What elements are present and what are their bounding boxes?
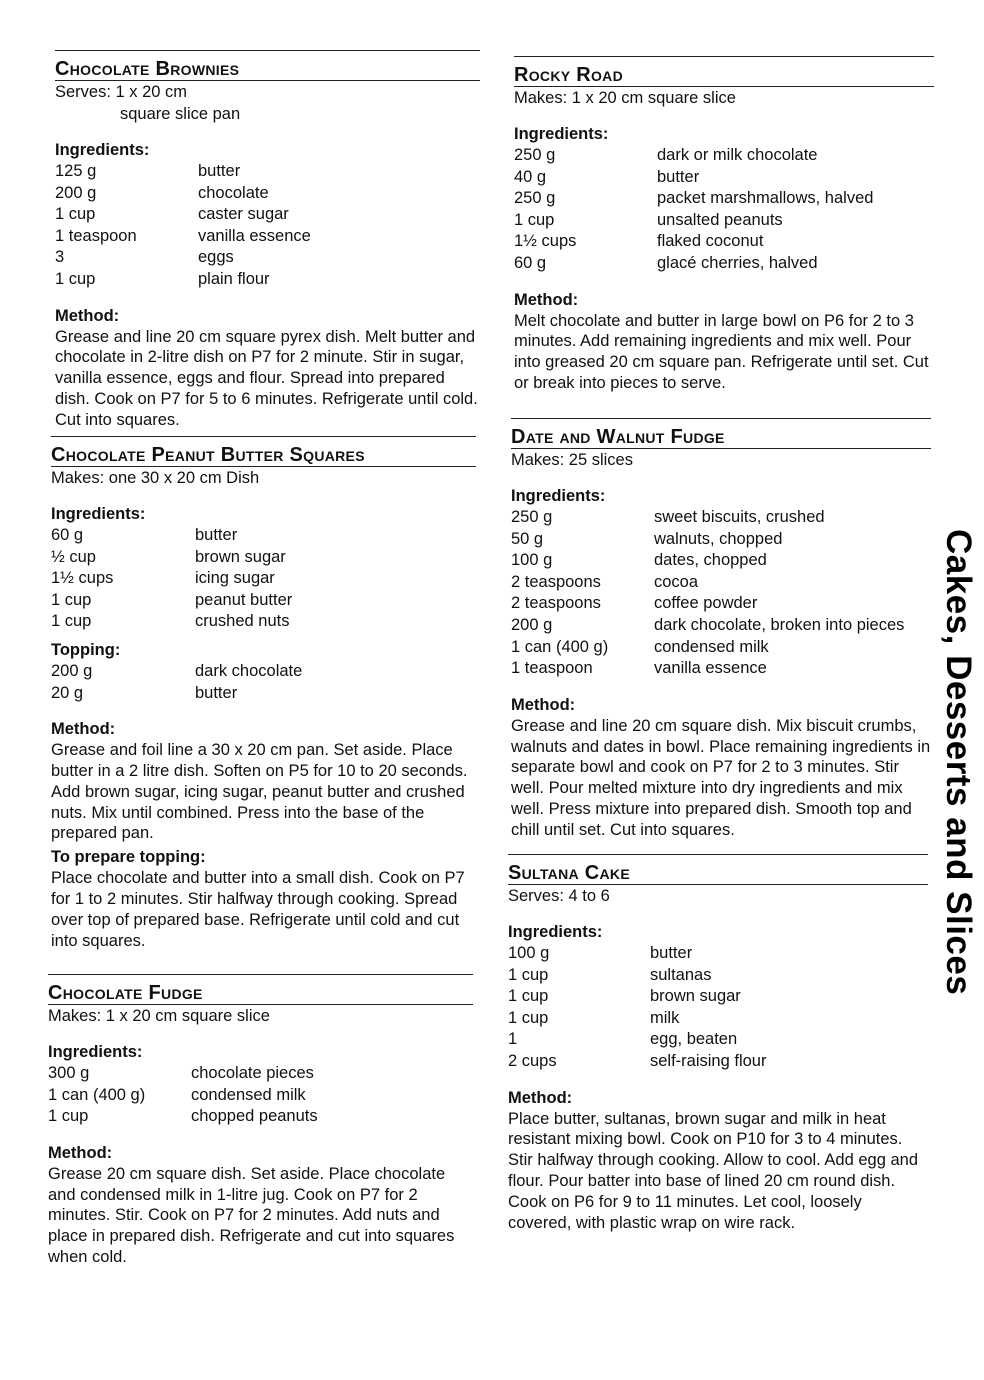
ingredient-qty: 1½ cups (514, 232, 577, 251)
title-rule-top (514, 56, 934, 57)
title-rule-bottom (48, 1004, 473, 1005)
recipe-title: Rocky Road (514, 64, 624, 86)
ingredient-qty: 100 g (508, 944, 550, 962)
ingredients-label: Ingredients: (511, 487, 606, 505)
recipe-yield: Serves: 4 to 6 (508, 887, 610, 905)
ingredient-row (51, 547, 476, 569)
ingredients-list (55, 161, 480, 291)
recipe-title: Chocolate Fudge (48, 982, 203, 1004)
ingredient-name: condensed milk (654, 637, 769, 656)
ingredient-name: chocolate (198, 183, 269, 202)
ingredient-qty: 1 cup (51, 590, 92, 609)
ingredient-qty: 1 cup (514, 210, 555, 229)
ingredient-name: glacé cherries, halved (657, 253, 818, 272)
ingredient-name: packet marshmallows, halved (657, 189, 874, 208)
ingredient-row (508, 1051, 928, 1073)
ingredient-name: butter (195, 683, 238, 702)
ingredient-name: caster sugar (198, 205, 289, 224)
ingredient-name: coffee powder (654, 594, 758, 613)
ingredient-qty: 200 g (51, 661, 93, 680)
method-label: Method: (508, 1088, 573, 1107)
ingredient-qty: 40 g (514, 167, 547, 186)
recipe-title: Date and Walnut Fudge (511, 426, 725, 448)
ingredient-qty: 2 teaspoons (511, 572, 601, 591)
ingredient-row (51, 525, 476, 547)
title-rule-top (51, 436, 476, 437)
method-text: Place butter, sultanas, brown sugar and milk in heat resistant mixing bowl. Cook on P10 for 3 to 4 minutes. Stir halfway through cooking. Allow to cool. Add egg and flour. Pour batter into base of lined 20 cm round dish. Cook on P6 for 9 to 11 minutes. Let cool, loosely covered, with plastic wrap on wire rack. (508, 1109, 919, 1232)
recipe-title-block (508, 854, 928, 885)
ingredient-qty: 1½ cups (51, 569, 114, 588)
ingredient-name: brown sugar (195, 547, 286, 566)
ingredient-qty: 1 cup (51, 612, 92, 631)
ingredient-name: peanut butter (195, 590, 293, 609)
ingredient-row (514, 145, 934, 167)
ingredient-name: butter (650, 944, 693, 962)
ingredient-qty: 1 teaspoon (511, 659, 593, 678)
recipe-title-block (55, 50, 480, 81)
ingredient-qty: 1 cup (508, 987, 549, 1006)
ingredient-qty: 1 (508, 1030, 518, 1049)
ingredient-row (508, 1008, 928, 1030)
method-text: Grease and line 20 cm square pyrex dish. Melt butter and chocolate in 2-litre dish on P7 for 2 minute. Stir in sugar, vanilla essence, eggs and flour. Spread into prepared dish. Cook on P7 for 5 to 6 minutes. Refrigerate until cold. Cut into squares. (55, 327, 478, 429)
recipe-title-block (48, 974, 473, 1005)
ingredient-row (55, 161, 480, 183)
ingredient-name: vanilla essence (654, 659, 767, 678)
ingredient-row (511, 550, 931, 572)
ingredient-row (514, 210, 934, 232)
ingredient-row (508, 943, 928, 965)
ingredient-qty: 1 teaspoon (55, 226, 137, 245)
ingredient-qty: 20 g (51, 683, 84, 702)
ingredient-name: condensed milk (191, 1085, 306, 1104)
ingredient-name: dark chocolate, broken into pieces (654, 615, 905, 634)
ingredient-name: brown sugar (650, 987, 741, 1006)
ingredient-name: crushed nuts (195, 612, 290, 631)
ingredient-qty: 1 can (400 g) (511, 637, 609, 656)
title-rule-bottom (511, 448, 931, 449)
method-label: Method: (511, 695, 576, 714)
recipe-title: Sultana Cake (508, 862, 630, 884)
ingredient-row (48, 1085, 473, 1107)
ingredient-qty: 200 g (55, 183, 97, 202)
ingredients-label: Ingredients: (48, 1043, 143, 1061)
ingredient-name: dark or milk chocolate (657, 146, 818, 164)
ingredient-qty: 60 g (514, 253, 547, 272)
ingredient-name: chopped peanuts (191, 1107, 318, 1126)
ingredient-name: vanilla essence (198, 226, 311, 245)
topping-row (51, 683, 476, 705)
ingredients-label: Ingredients: (51, 505, 146, 523)
ingredient-name: cocoa (654, 572, 699, 591)
ingredient-qty: 1 cup (508, 965, 549, 984)
recipe-chocolate-fudge (48, 974, 473, 1268)
ingredient-qty: 250 g (514, 189, 556, 208)
ingredient-row (514, 188, 934, 210)
ingredients-list (514, 145, 934, 275)
ingredients-list (508, 943, 928, 1073)
recipe-yield: Serves: 1 x 20 cm (55, 83, 188, 101)
ingredient-row (51, 611, 476, 633)
topping-row (51, 661, 476, 683)
ingredient-qty: 100 g (511, 551, 553, 570)
ingredient-name: walnuts, chopped (654, 529, 783, 548)
ingredient-qty: ½ cup (51, 547, 96, 566)
ingredient-row (511, 529, 931, 551)
section-side-tab-label: Cakes, Desserts and Slices (939, 529, 978, 996)
ingredient-qty: 1 can (400 g) (48, 1085, 146, 1104)
recipe-title-block (514, 56, 934, 87)
ingredient-qty: 1 cup (48, 1107, 89, 1126)
recipe-yield: Makes: 1 x 20 cm square slice (48, 1007, 270, 1025)
ingredient-name: dark chocolate (195, 661, 303, 680)
ingredient-row (508, 986, 928, 1008)
topping-list (51, 661, 476, 704)
title-rule-bottom (514, 86, 934, 87)
ingredient-row (55, 269, 480, 291)
ingredient-row (55, 247, 480, 269)
recipe-peanut-butter-squares (51, 436, 476, 951)
ingredient-name: flaked coconut (657, 232, 764, 251)
recipe-title-block (511, 418, 931, 449)
method-text: Grease and line 20 cm square dish. Mix biscuit crumbs, walnuts and dates in bowl. Place remaining ingredients in separate bowl and cook on P7 for 2 to 3 minutes. Stir well. Pour melted mixture into dry ingredients and mix well. Press mixture into prepared dish. Smooth top and chill until set. Cut into squares. (511, 716, 931, 839)
ingredients-list (51, 525, 476, 633)
ingredient-row (55, 204, 480, 226)
ingredient-row (511, 572, 931, 594)
method-text: Grease and foil line a 30 x 20 cm pan. Set aside. Place butter in a 2 litre dish. Soften on P5 for 10 to 20 seconds. Add brown sugar, icing sugar, peanut butter and crushed nuts. Mix until combined. Press into the base of the prepared pan. (51, 741, 468, 843)
ingredient-qty: 250 g (514, 146, 556, 164)
ingredient-row (511, 658, 931, 680)
ingredient-name: plain flour (198, 269, 270, 288)
ingredient-qty: 60 g (51, 526, 84, 544)
ingredient-qty: 50 g (511, 529, 544, 548)
ingredient-row (511, 507, 931, 529)
ingredient-row (511, 593, 931, 615)
prepare-topping-label: To prepare topping: (51, 848, 206, 867)
recipe-rocky-road (514, 56, 934, 394)
method-text: Grease 20 cm square dish. Set aside. Place chocolate and condensed milk in 1-litre jug. Cook on P7 for 2 minutes. Stir. Cook on P7 for 2 minutes. Add nuts and place in prepared dish. Refrigerate and cut into squares when cold. (48, 1164, 455, 1266)
ingredient-name: unsalted peanuts (657, 210, 783, 229)
recipe-date-walnut-fudge (511, 418, 931, 841)
ingredient-row (48, 1106, 473, 1128)
ingredient-name: sultanas (650, 965, 712, 984)
ingredient-qty: 2 teaspoons (511, 594, 601, 613)
ingredient-row (514, 253, 934, 275)
ingredient-qty: 2 cups (508, 1051, 557, 1070)
ingredient-qty: 125 g (55, 162, 97, 180)
ingredient-row (511, 637, 931, 659)
ingredient-name: egg, beaten (650, 1030, 738, 1049)
ingredients-label: Ingredients: (55, 141, 150, 159)
ingredient-qty: 250 g (511, 508, 553, 526)
method-label: Method: (514, 290, 579, 309)
recipe-title-block (51, 436, 476, 467)
ingredient-name: butter (657, 167, 700, 186)
ingredient-row (48, 1063, 473, 1085)
recipe-sultana-cake (508, 854, 928, 1233)
title-rule-top (511, 418, 931, 419)
ingredient-name: butter (195, 526, 238, 544)
title-rule-top (48, 974, 473, 975)
title-rule-bottom (55, 80, 480, 81)
method-text: Melt chocolate and butter in large bowl on P6 for 2 to 3 minutes. Add remaining ingredients and mix well. Pour into greased 20 cm square pan. Refrigerate until set. Cut or break into pieces to serve. (514, 311, 929, 392)
ingredient-row (51, 568, 476, 590)
recipe-title: Chocolate Brownies (55, 58, 240, 80)
ingredient-name: icing sugar (195, 569, 275, 588)
method-label: Method: (55, 306, 120, 325)
ingredient-row (514, 231, 934, 253)
ingredient-name: milk (650, 1008, 680, 1027)
ingredient-qty: 1 cup (55, 205, 96, 224)
title-rule-bottom (508, 884, 928, 885)
ingredient-row (514, 167, 934, 189)
ingredient-name: dates, chopped (654, 551, 767, 570)
ingredient-row (51, 590, 476, 612)
ingredient-qty: 300 g (48, 1064, 90, 1082)
prepare-topping-text: Place chocolate and butter into a small dish. Cook on P7 for 1 to 2 minutes. Stir halfway through cooking. Spread over top of prepared base. Refrigerate until cold and cut into squares. (51, 869, 465, 950)
ingredients-list (511, 507, 931, 680)
ingredient-qty: 1 cup (55, 269, 96, 288)
recipe-yield-continued: square slice pan (120, 105, 241, 123)
title-rule-top (508, 854, 928, 855)
title-rule-bottom (51, 466, 476, 467)
method-label: Method: (51, 720, 116, 739)
ingredient-name: eggs (198, 248, 234, 267)
ingredients-label: Ingredients: (508, 923, 603, 941)
ingredient-row (511, 615, 931, 637)
ingredient-name: chocolate pieces (191, 1064, 314, 1082)
ingredient-qty: 3 (55, 248, 65, 267)
ingredient-qty: 1 cup (508, 1008, 549, 1027)
title-rule-top (55, 50, 480, 51)
section-side-tab (936, 525, 980, 1000)
ingredient-row (55, 226, 480, 248)
method-label: Method: (48, 1143, 113, 1162)
ingredient-name: sweet biscuits, crushed (654, 508, 825, 526)
ingredients-label: Ingredients: (514, 125, 609, 143)
topping-label: Topping: (51, 640, 121, 659)
ingredient-row (508, 1029, 928, 1051)
recipe-yield: Makes: 25 slices (511, 451, 633, 469)
ingredients-list (48, 1063, 473, 1128)
recipe-yield: Makes: 1 x 20 cm square slice (514, 89, 736, 107)
recipe-title: Chocolate Peanut Butter Squares (51, 444, 365, 466)
ingredient-name: butter (198, 162, 241, 180)
ingredient-qty: 200 g (511, 615, 553, 634)
ingredient-row (508, 965, 928, 987)
recipe-chocolate-brownies (55, 50, 480, 431)
ingredient-name: self-raising flour (650, 1051, 767, 1070)
ingredient-row (55, 183, 480, 205)
recipe-yield: Makes: one 30 x 20 cm Dish (51, 469, 260, 487)
